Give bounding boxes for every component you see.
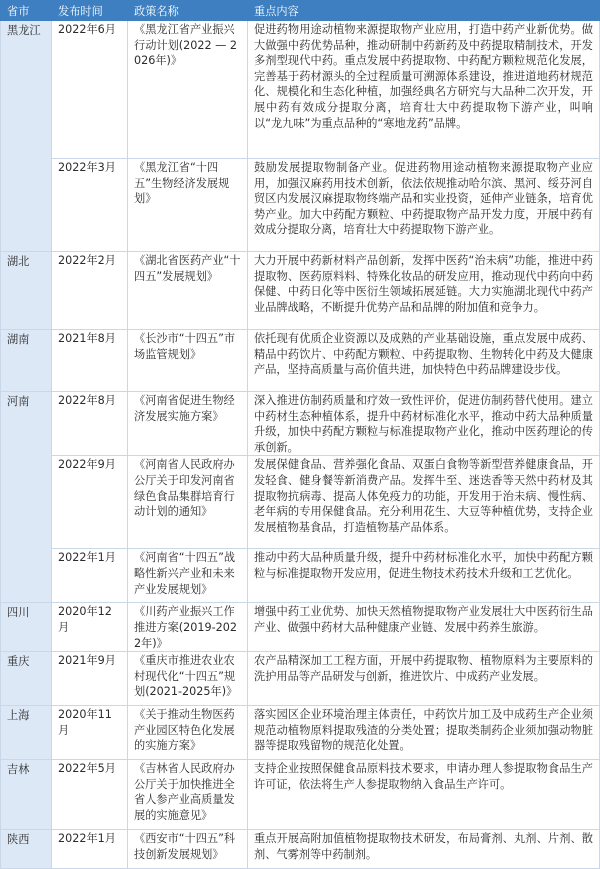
table-row (1, 549, 600, 603)
policy-name-cell: 《重庆市推进农业农村现代化“十四五”规划(2021-2025年)》 (128, 652, 248, 706)
table-row (1, 830, 600, 869)
policy-name-cell: 《河南省促进生物经济发展实施方案》 (128, 392, 248, 456)
content-cell: 促进药物用途动植物来源提取物产业应用，打造中药产业新优势。做大做强中药优势品种，推动研制中药新药及中药提取精制技术，开发多剂型现代中药。重点发展中药提取物、中药配方颗粒规范化发展，完善基于药材源头的全过程质量可溯源体系建设，推进道地药材规范化、规模化和生态化种植，加强经典名方研究与大品种二次开发，开展中药有效成分提取分离，培育壮大中药提取物下游产业，叫响以“龙九味”为重点品种的“寒地龙药”品牌。 (248, 21, 600, 159)
province-cell: 吉林 (1, 760, 52, 830)
header-key-content: 重点内容 (248, 1, 600, 21)
date-cell: 2022年8月 (52, 392, 128, 456)
content-cell: 推动中药大品种质量升级，提升中药材标准化水平，加快中药配方颗粒与标准提取物开发应用，促进生物技术药技术升级和工艺优化。 (248, 549, 600, 603)
date-cell: 2022年1月 (52, 549, 128, 603)
table-row (1, 603, 600, 652)
content-cell: 重点开展高附加值植物提取物技术研发，布局膏剂、丸剂、片剂、散剂、气雾剂等中药制剂。 (248, 830, 600, 869)
table-row (1, 706, 600, 760)
province-cell: 重庆 (1, 652, 52, 706)
policy-name-cell: 《关于推动生物医药产业园区特色化发展的实施方案》 (128, 706, 248, 760)
date-cell: 2020年11月 (52, 706, 128, 760)
date-cell: 2022年9月 (52, 456, 128, 549)
date-cell: 2020年12月 (52, 603, 128, 652)
policy-name-cell: 《川药产业振兴工作推进方案(2019-2022年)》 (128, 603, 248, 652)
policy-name-cell: 《黑龙江省产业振兴行动计划(2022 — 2026年)》 (128, 21, 248, 159)
content-cell: 增强中药工业优势、加快天然植物提取物产业发展壮大中医药衍生品产业、做强中药材大品种健康产业链、发展中药养生旅游。 (248, 603, 600, 652)
table-row (1, 159, 600, 252)
date-cell: 2022年6月 (52, 21, 128, 159)
header-date: 发布时间 (52, 1, 128, 21)
table-row (1, 21, 600, 159)
policy-name-cell: 《河南省“十四五”战略性新兴产业和未来产业发展规划》 (128, 549, 248, 603)
header-province: 省市 (1, 1, 52, 21)
content-cell: 落实园区企业环境治理主体责任，中药饮片加工及中成药生产企业须规范动植物原料提取残渣的分类处置；提取类制药企业须加强动物脏器等提取残留物的规范化处置。 (248, 706, 600, 760)
content-cell: 深入推进仿制药质量和疗效一致性评价，促进仿制药替代使用。建立中药材生态种植体系，提升中药材标准化水平，推动中药大品种质量升级，加快中药配方颗粒与标准提取物产业化，推动中医药理论的传承创新。 (248, 392, 600, 456)
date-cell: 2021年8月 (52, 330, 128, 392)
table-row (1, 652, 600, 706)
province-cell: 黑龙江 (1, 21, 52, 252)
content-cell: 农产品精深加工工程方面，开展中药提取物、植物原料为主要原料的洗护用品等产品研发与创新，推进饮片、中成药产业发展。 (248, 652, 600, 706)
policy-name-cell: 《河南省人民政府办公厅关于印发河南省绿色食品集群培育行动计划的通知》 (128, 456, 248, 549)
province-cell: 陕西 (1, 830, 52, 869)
policy-name-cell: 《湖北省医药产业“十四五”发展规划》 (128, 252, 248, 330)
content-cell: 支持企业按照保健食品原料技术要求，申请办理人参提取物食品生产许可证，依法将生产人参提取物纳入食品生产许可。 (248, 760, 600, 830)
province-cell: 湖南 (1, 330, 52, 392)
date-cell: 2022年1月 (52, 830, 128, 869)
date-cell: 2021年9月 (52, 652, 128, 706)
province-cell: 上海 (1, 706, 52, 760)
header-policy-name: 政策名称 (128, 1, 248, 21)
table-row (1, 760, 600, 830)
content-cell: 大力开展中药新材料产品创新，发挥中医药“治未病”功能，推进中药提取物、医药原料料、特殊化妆品的研发应用，推动现代中药向中药保健、中药日化等中医衍生领域拓展延链。大力实施湖北现代中药产业品牌战略，不断提升优势产品和品牌的附加值和竞争力。 (248, 252, 600, 330)
table-row (1, 392, 600, 456)
content-cell: 发展保健食品、营养强化食品、双蛋白食物等新型营养健康食品，开发轻食、健身餐等新消费产品。发挥牛至、迷迭香等天然中药材及其提取物抗病毒、提高人体免疫力的功能，开发用于治未病、慢性病、老年病的专用保健食品。充分利用花生、大豆等种植优势，支持企业发展植物基食品，打造植物基产品体系。 (248, 456, 600, 549)
table-row (1, 330, 600, 392)
content-cell: 鼓励发展提取物制备产业。促进药物用途动植物来源提取物产业应用，加强汉麻药用技术创新，依法依规推动哈尔滨、黑河、绥芬河自贸区内发展汉麻提取物终端产品和实业投资，延伸产业链条，培育优势产业。加大中药配方颗粒、中药提取物产品开发力度，开展中药有效成分提取分离，培育壮大中药提取物下游产业。 (248, 159, 600, 252)
table-row (1, 456, 600, 549)
table-header-row (1, 1, 600, 21)
policy-name-cell: 《吉林省人民政府办公厅关于加快推进全省人参产业高质量发展的实施意见》 (128, 760, 248, 830)
date-cell: 2022年3月 (52, 159, 128, 252)
province-cell: 河南 (1, 392, 52, 603)
date-cell: 2022年5月 (52, 760, 128, 830)
province-cell: 四川 (1, 603, 52, 652)
content-cell: 依托现有优质企业资源以及成熟的产业基础设施，重点发展中成药、精品中药饮片、中药配方颗粒、中药提取物、生物转化中药及大健康产品，坚持高质量与高价值共进，加快特色中药品牌建设步伐。 (248, 330, 600, 392)
policy-name-cell: 《长沙市“十四五”市场监管规划》 (128, 330, 248, 392)
table-row (1, 252, 600, 330)
policy-name-cell: 《黑龙江省“十四五”生物经济发展规划》 (128, 159, 248, 252)
date-cell: 2022年2月 (52, 252, 128, 330)
province-cell: 湖北 (1, 252, 52, 330)
policy-name-cell: 《西安市“十四五”科技创新发展规划》 (128, 830, 248, 869)
